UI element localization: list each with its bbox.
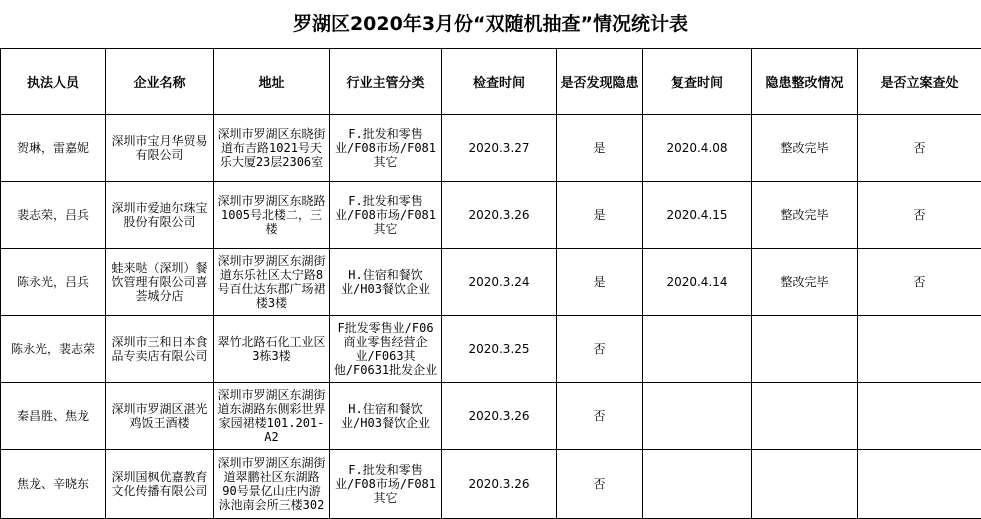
header-hazard-found: 是否发现隐患 (557, 49, 643, 115)
cell-category: F批发零售业/F06商业零售经营企业/F063其他/F0631批发企业 (330, 316, 442, 383)
table-row (1, 316, 981, 383)
cell-address: 深圳市罗湖区东湖街道东乐社区太宁路8号百仕达东郡广场裙楼3楼 (214, 249, 330, 316)
cell-hazard-found: 是 (557, 115, 643, 182)
header-company: 企业名称 (106, 49, 214, 115)
table-header-row (1, 49, 981, 115)
cell-check-date: 2020.3.27 (442, 115, 557, 182)
cell-address: 深圳市罗湖区东晓街道布吉路1021号天乐大厦23层2306室 (214, 115, 330, 182)
cell-rectification: 整改完毕 (752, 115, 858, 182)
cell-recheck-date: 2020.4.15 (643, 182, 752, 249)
cell-recheck-date (643, 383, 752, 450)
cell-category: H.住宿和餐饮业/H03餐饮企业 (330, 249, 442, 316)
cell-hazard-found: 否 (557, 450, 643, 519)
cell-hazard-found: 否 (557, 316, 643, 383)
table-row (1, 383, 981, 450)
cell-hazard-found: 是 (557, 249, 643, 316)
cell-check-date: 2020.3.26 (442, 182, 557, 249)
cell-case-filed: 否 (858, 249, 981, 316)
cell-address: 深圳市罗湖区东晓路1005号北楼二，三楼 (214, 182, 330, 249)
cell-recheck-date: 2020.4.08 (643, 115, 752, 182)
cell-recheck-date: 2020.4.14 (643, 249, 752, 316)
header-recheck-date: 复查时间 (643, 49, 752, 115)
header-officers: 执法人员 (1, 49, 106, 115)
cell-rectification (752, 450, 858, 519)
table-row (1, 182, 981, 249)
cell-category: H.住宿和餐饮业/H03餐饮企业 (330, 383, 442, 450)
cell-case-filed: 否 (858, 115, 981, 182)
cell-category: F.批发和零售业/F08市场/F081其它 (330, 115, 442, 182)
cell-case-filed (858, 450, 981, 519)
cell-address: 深圳市罗湖区东湖街道翠鹏社区东湖路90号景亿山庄内游泳池南会所三楼302 (214, 450, 330, 519)
table-row (1, 249, 981, 316)
header-category: 行业主管分类 (330, 49, 442, 115)
cell-case-filed: 否 (858, 182, 981, 249)
cell-company: 深圳市罗湖区湛光鸡饭王酒楼 (106, 383, 214, 450)
cell-company: 深圳市宝月华贸易有限公司 (106, 115, 214, 182)
cell-address: 翠竹北路石化工业区3栋3楼 (214, 316, 330, 383)
cell-case-filed (858, 316, 981, 383)
cell-hazard-found: 是 (557, 182, 643, 249)
header-address: 地址 (214, 49, 330, 115)
cell-rectification: 整改完毕 (752, 182, 858, 249)
cell-officers: 秦昌胜、焦龙 (1, 383, 106, 450)
cell-company: 深圳国枫优嘉教育文化传播有限公司 (106, 450, 214, 519)
header-rectification: 隐患整改情况 (752, 49, 858, 115)
cell-case-filed (858, 383, 981, 450)
cell-rectification (752, 316, 858, 383)
cell-company: 蛙来哒（深圳）餐饮管理有限公司喜荟城分店 (106, 249, 214, 316)
table-row (1, 115, 981, 182)
cell-check-date: 2020.3.24 (442, 249, 557, 316)
cell-company: 深圳市三和日本食品专卖店有限公司 (106, 316, 214, 383)
cell-check-date: 2020.3.26 (442, 450, 557, 519)
cell-officers: 焦龙、辛晓东 (1, 450, 106, 519)
cell-hazard-found: 否 (557, 383, 643, 450)
cell-address: 深圳市罗湖区东湖街道东湖路东侧彩世界家园裙楼101.201-A2 (214, 383, 330, 450)
cell-category: F.批发和零售业/F08市场/F081其它 (330, 450, 442, 519)
cell-check-date: 2020.3.25 (442, 316, 557, 383)
header-case-filed: 是否立案查处 (858, 49, 981, 115)
table-row (1, 450, 981, 519)
cell-recheck-date (643, 316, 752, 383)
cell-company: 深圳市爱迪尔珠宝股份有限公司 (106, 182, 214, 249)
cell-officers: 裴志荣，吕兵 (1, 182, 106, 249)
cell-check-date: 2020.3.26 (442, 383, 557, 450)
cell-officers: 贺琳，雷嘉妮 (1, 115, 106, 182)
cell-rectification: 整改完毕 (752, 249, 858, 316)
cell-category: F.批发和零售业/F08市场/F081其它 (330, 182, 442, 249)
page-title: 罗湖区2020年3月份“双随机抽查”情况统计表 (0, 0, 981, 48)
cell-recheck-date (643, 450, 752, 519)
cell-officers: 陈永光，裴志荣 (1, 316, 106, 383)
inspection-table (0, 48, 981, 519)
header-check-date: 检查时间 (442, 49, 557, 115)
cell-rectification (752, 383, 858, 450)
cell-officers: 陈永光，吕兵 (1, 249, 106, 316)
